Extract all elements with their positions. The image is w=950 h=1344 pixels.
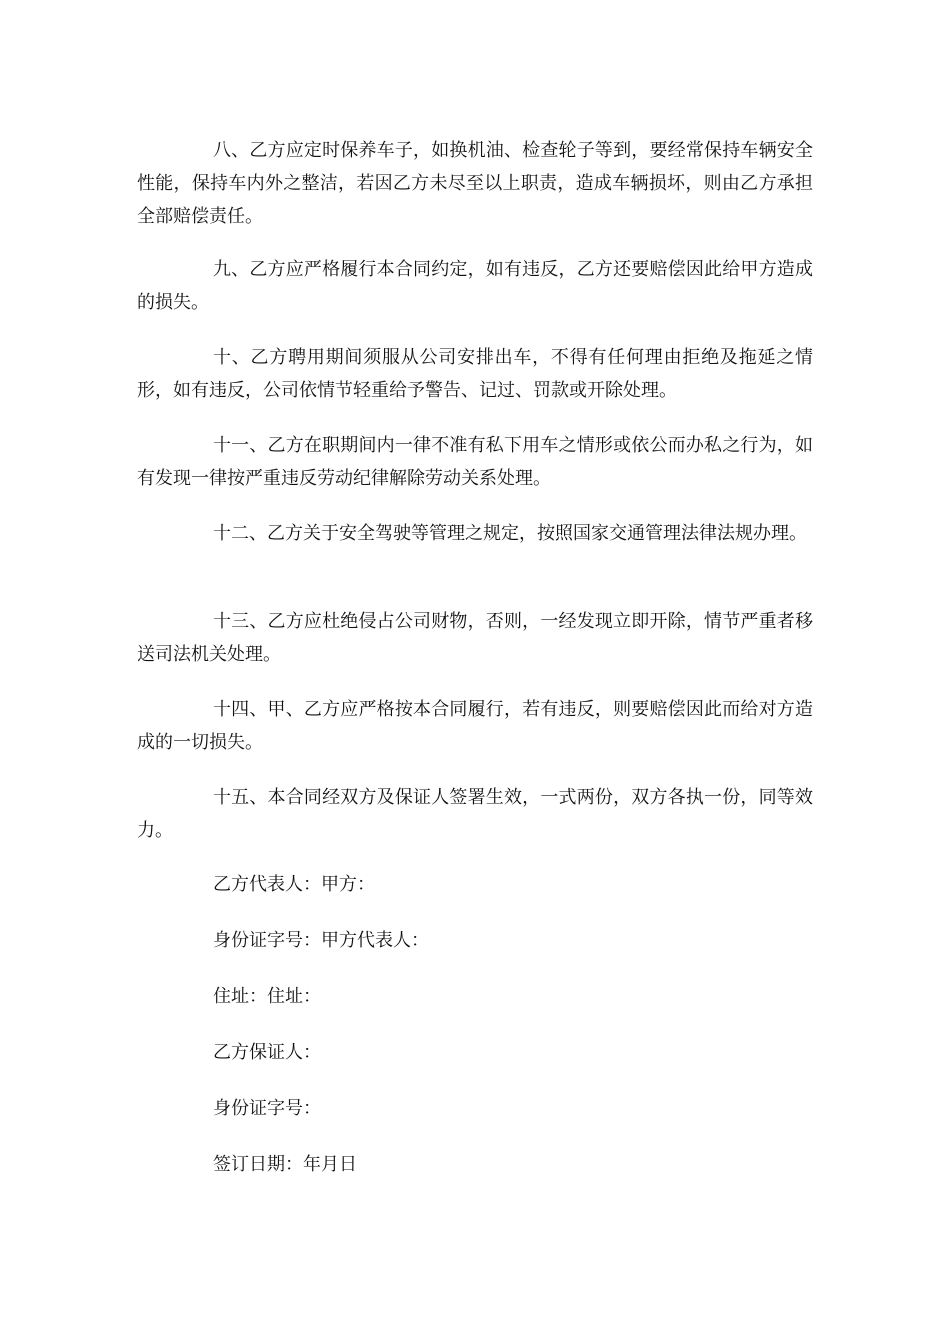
signature-id-number: 身份证字号：甲方代表人： (213, 930, 429, 951)
clause-8: 八、乙方应定时保养车子，如换机油、检查轮子等到，要经常保持车辆安全性能，保持车内外之整洁，若因乙方未尽至以上职责，造成车辆损坏，则由乙方承担全部赔偿责任。 (137, 140, 813, 227)
signature-address: 住址：住址： (213, 986, 321, 1007)
clause-12: 十二、乙方关于安全驾驶等管理之规定，按照国家交通管理法律法规办理。 (213, 523, 807, 544)
clause-9: 九、乙方应严格履行本合同约定，如有违反，乙方还要赔偿因此给甲方造成的损失。 (137, 259, 813, 313)
clause-14: 十四、甲、乙方应严格按本合同履行，若有违反，则要赔偿因此而给对方造成的一切损失。 (137, 699, 813, 753)
clause-10: 十、乙方聘用期间须服从公司安排出车，不得有任何理由拒绝及拖延之情形，如有违反，公司依情节轻重给予警告、记过、罚款或开除处理。 (137, 347, 813, 401)
clause-13: 十三、乙方应杜绝侵占公司财物，否则，一经发现立即开除，情节严重者移送司法机关处理。 (137, 611, 813, 665)
signing-date: 签订日期：年月日 (213, 1154, 357, 1175)
signature-guarantor: 乙方保证人： (213, 1042, 321, 1063)
signature-guarantor-id-number: 身份证字号： (213, 1098, 321, 1119)
signature-party-b-representative: 乙方代表人：甲方： (213, 874, 375, 895)
clause-11: 十一、乙方在职期间内一律不准有私下用车之情形或依公而办私之行为，如有发现一律按严重违反劳动纪律解除劳动关系处理。 (137, 435, 813, 489)
clause-15: 十五、本合同经双方及保证人签署生效，一式两份，双方各执一份，同等效力。 (137, 787, 813, 841)
